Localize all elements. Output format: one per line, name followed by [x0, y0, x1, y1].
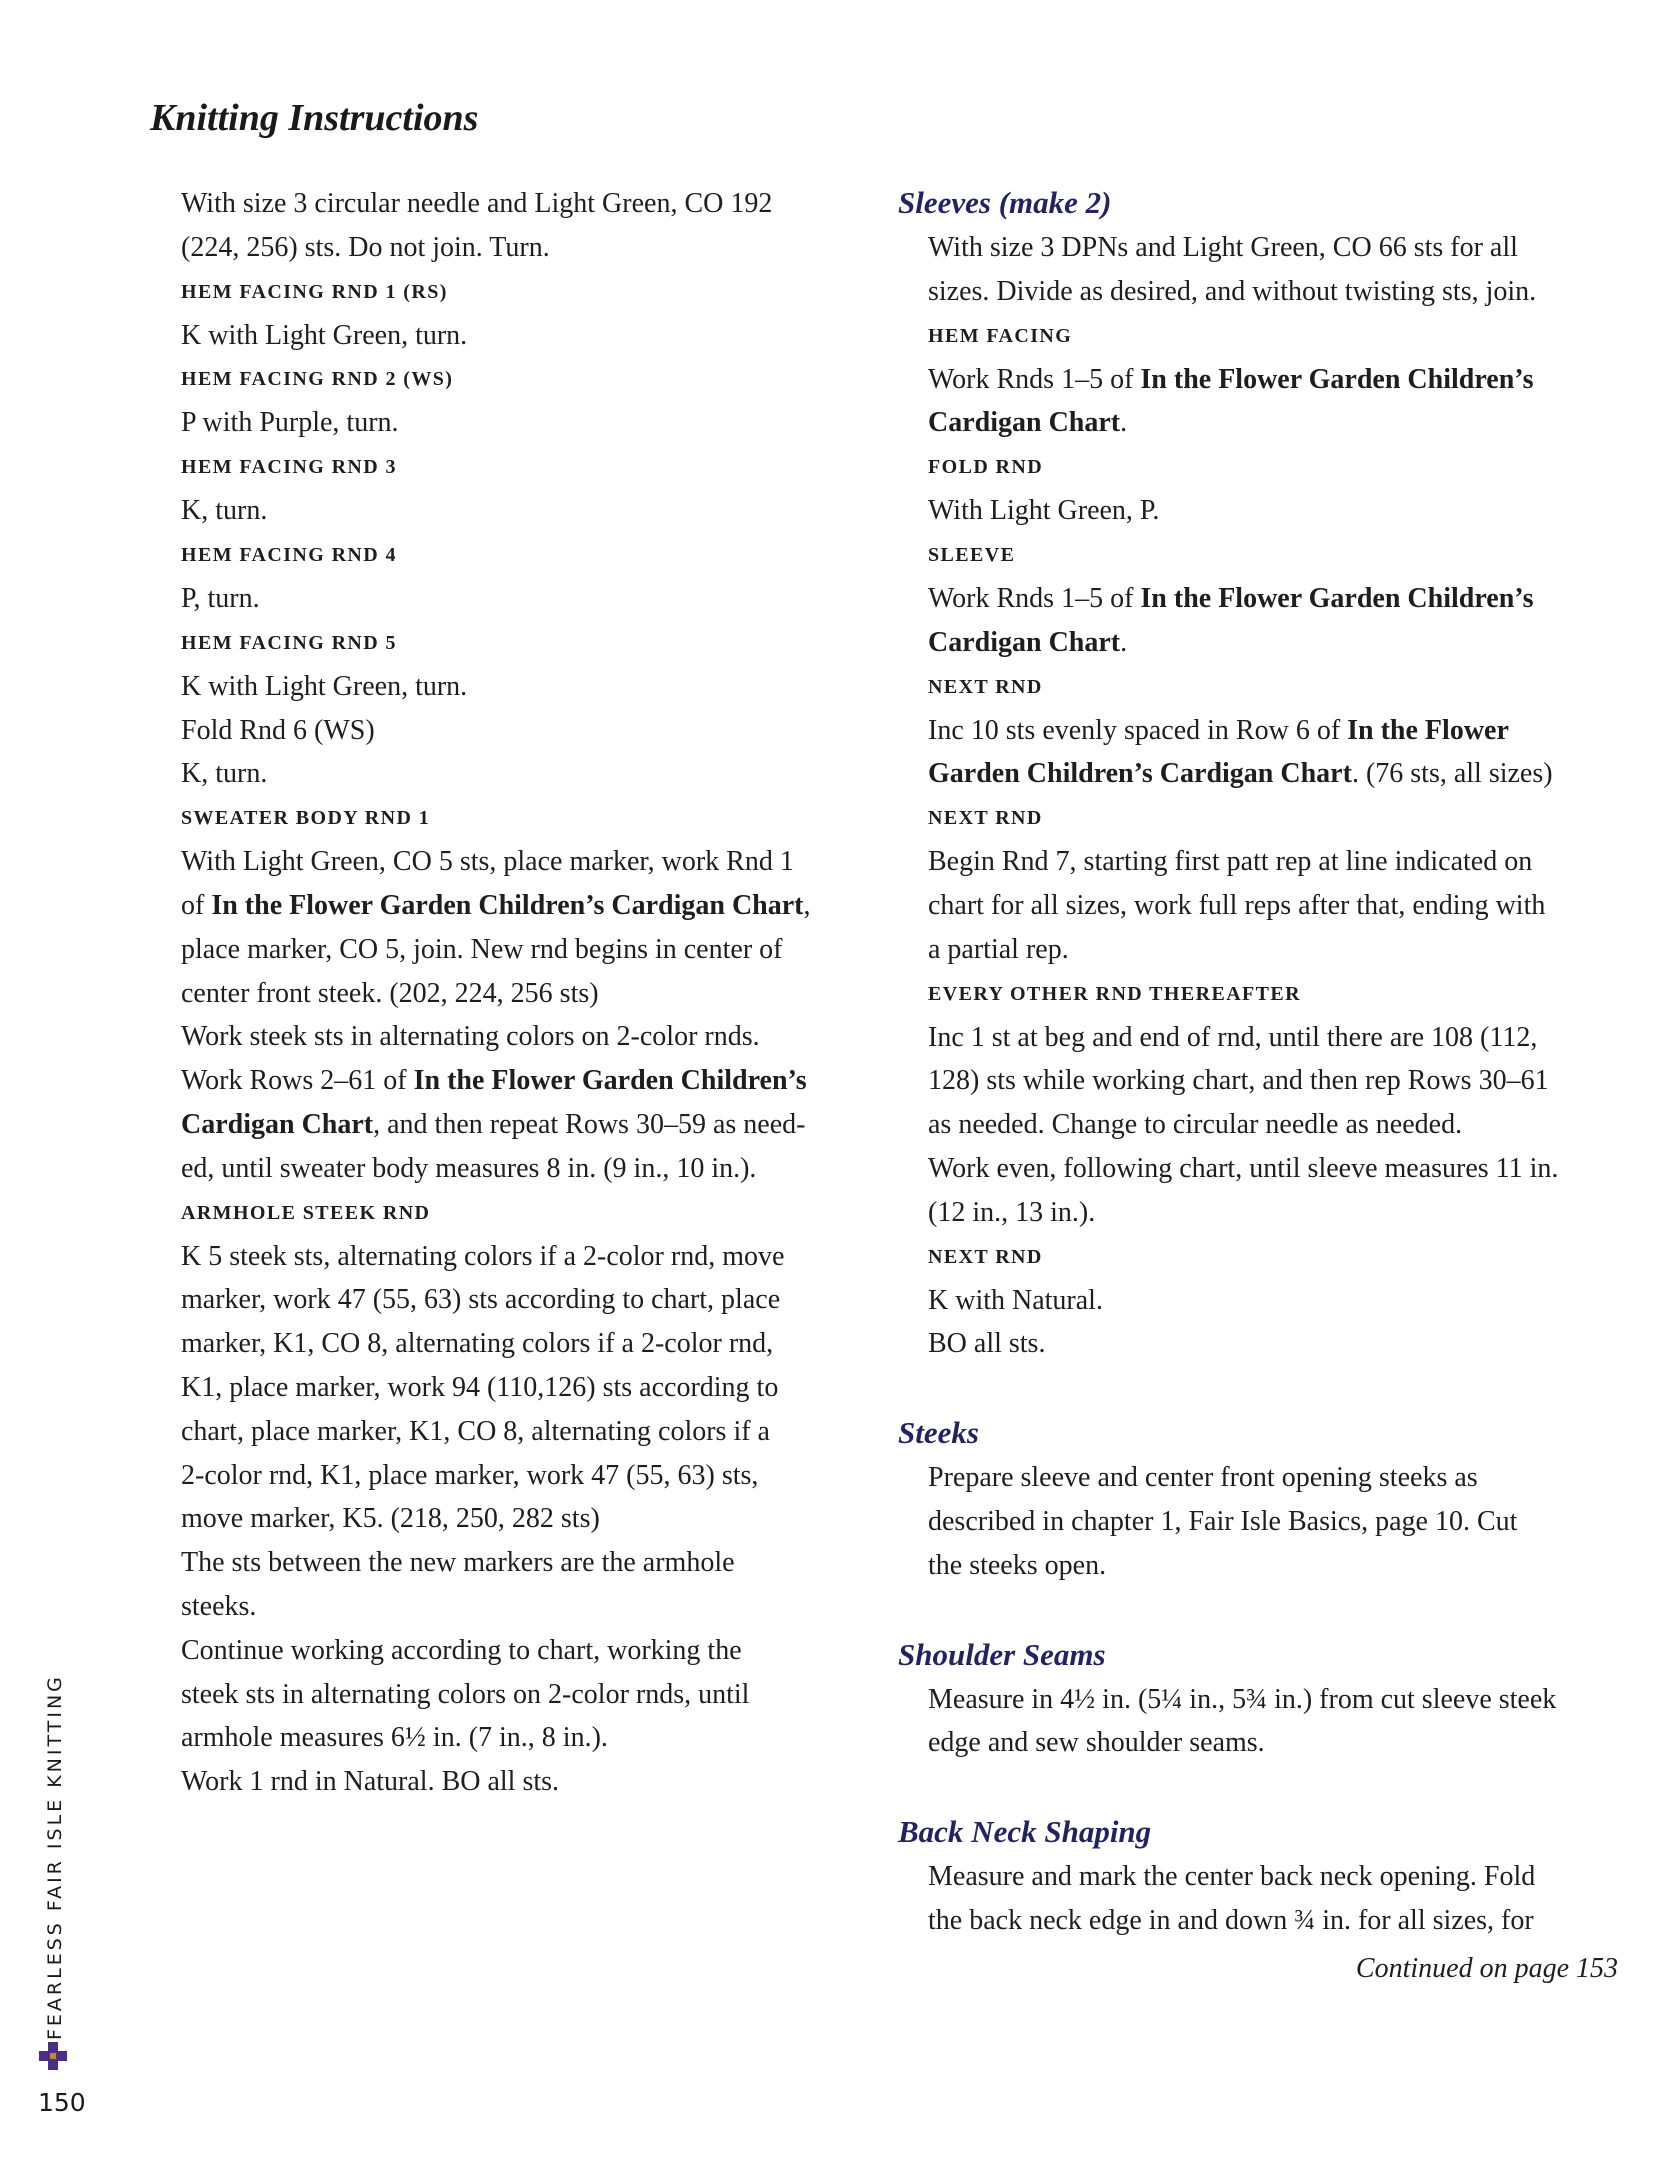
instruction-line	[898, 621, 1618, 665]
chart-reference: In the Flower Garden Children’s	[1140, 363, 1534, 395]
instruction-line: With size 3 circular needle and Light Green, CO 192	[181, 188, 773, 219]
step-label: SWEATER BODY RND 1	[181, 807, 431, 830]
instruction-line: K1, place marker, work 94 (110,126) sts according to	[181, 1371, 779, 1403]
instruction-line: described in chapter 1, Fair Isle Basics, page 10. Cut	[928, 1505, 1518, 1537]
instruction-line: marker, K1, CO 8, alternating colors if a 2-color rnd,	[181, 1328, 774, 1360]
instruction-line: as needed. Change to circular needle as needed.	[928, 1109, 1463, 1141]
instruction-line: Continue working according to chart, working the	[181, 1634, 742, 1666]
instruction-line: Prepare sleeve and center front opening steeks as	[928, 1462, 1478, 1494]
left-column	[181, 182, 871, 1804]
section-heading: Back Neck Shaping	[898, 1814, 1152, 1850]
chart-reference: In the Flower	[1347, 714, 1509, 746]
chart-reference: Cardigan Chart	[181, 1108, 374, 1140]
instruction-line: With Light Green, CO 5 sts, place marker, work Rnd 1	[181, 846, 794, 878]
page-title: Knitting Instructions	[150, 97, 479, 139]
instruction-line: 2-color rnd, K1, place marker, work 47 (55, 63) sts,	[181, 1459, 759, 1491]
step-label: NEXT RND	[928, 675, 1043, 698]
chart-reference: In the Flower Garden Children’s	[413, 1065, 807, 1097]
step-label: HEM FACING	[928, 324, 1073, 347]
instruction-line: steek sts in alternating colors on 2-color rnds, until	[181, 1678, 750, 1710]
instruction-line	[898, 752, 1618, 796]
instruction-line: chart for all sizes, work full reps after that, ending with	[928, 889, 1546, 921]
running-footer-label: FEARLESS FAIR ISLE KNITTING	[44, 1674, 66, 2040]
instruction-line: Fold Rnd 6 (WS)	[181, 714, 375, 746]
step-label: HEM FACING RND 2 (WS)	[181, 368, 454, 391]
instruction-line: Begin Rnd 7, starting first patt rep at line indicated on	[928, 846, 1533, 878]
instruction-text: Work Rnds 1–5 of	[928, 363, 1141, 395]
instruction-line: K, turn.	[181, 758, 268, 790]
step-label: FOLD RND	[928, 456, 1044, 479]
section-spacer	[898, 1366, 1618, 1410]
instruction-text: of	[181, 889, 212, 921]
instruction-line: Work 1 rnd in Natural. BO all sts.	[181, 1766, 560, 1798]
chart-reference: Cardigan Chart	[928, 626, 1121, 658]
instruction-line: Work steek sts in alternating colors on 2-color rnds.	[181, 1021, 760, 1053]
instruction-line: Measure and mark the center back neck opening. Fold	[928, 1861, 1536, 1893]
continued-note: Continued on page 153	[1355, 1952, 1618, 1984]
instruction-line: armhole measures 6½ in. (7 in., 8 in.).	[181, 1722, 608, 1754]
instruction-text: .	[1120, 626, 1128, 658]
instruction-line: K with Light Green, turn.	[181, 670, 468, 702]
instruction-text: Work Rows 2–61 of	[181, 1065, 414, 1097]
instruction-line: BO all sts.	[928, 1328, 1046, 1360]
instruction-text: Work Rnds 1–5 of	[928, 582, 1141, 614]
step-label: HEM FACING RND 4	[181, 543, 397, 566]
right-column-content	[898, 180, 1618, 1943]
instruction-line: the back neck edge in and down ¾ in. for all sizes, for	[928, 1904, 1534, 1936]
instruction-text: ,	[803, 889, 811, 921]
instruction-text: Inc 10 sts evenly spaced in Row 6 of	[928, 714, 1348, 746]
section-spacer	[898, 1765, 1618, 1809]
instruction-line: a partial rep.	[928, 933, 1069, 965]
instruction-text: . (76 sts, all sizes)	[1351, 758, 1553, 790]
right-column	[898, 180, 1618, 1991]
instruction-line: sizes. Divide as desired, and without twisting sts, join.	[928, 275, 1537, 307]
instruction-line: steeks.	[181, 1590, 257, 1622]
instruction-line: P with Purple, turn.	[181, 407, 399, 439]
instruction-line: Inc 1 st at beg and end of rnd, until there are 108 (112,	[928, 1021, 1538, 1053]
chart-reference: In the Flower Garden Children’s Cardigan Chart	[211, 889, 804, 921]
instruction-line: edge and sew shoulder seams.	[928, 1727, 1265, 1759]
instruction-line: K 5 steek sts, alternating colors if a 2-color rnd, move	[181, 1240, 785, 1272]
instruction-line	[181, 1103, 871, 1147]
step-label: HEM FACING RND 3	[181, 456, 397, 479]
instruction-line: With size 3 DPNs and Light Green, CO 66 sts for all	[928, 232, 1518, 263]
instruction-line: ed, until sweater body measures 8 in. (9 in., 10 in.).	[181, 1152, 757, 1184]
instruction-line: (224, 256) sts. Do not join. Turn.	[181, 231, 550, 263]
instruction-line: K with Light Green, turn.	[181, 319, 468, 351]
instruction-text: , and then repeat Rows 30–59 as need-	[373, 1108, 806, 1140]
instruction-line: K with Natural.	[928, 1284, 1103, 1316]
cross-icon	[38, 2041, 68, 2071]
step-label: HEM FACING RND 5	[181, 631, 397, 654]
instruction-line	[898, 401, 1618, 445]
instruction-line: place marker, CO 5, join. New rnd begins in center of	[181, 933, 783, 965]
instruction-line	[898, 358, 1618, 402]
instruction-line: Measure in 4½ in. (5¼ in., 5¾ in.) from cut sleeve steek	[928, 1683, 1557, 1715]
instruction-line: With Light Green, P.	[928, 495, 1160, 527]
section-spacer	[898, 1588, 1618, 1632]
instruction-line: (12 in., 13 in.).	[928, 1196, 1096, 1228]
section-heading: Shoulder Seams	[898, 1636, 1106, 1672]
instruction-line: 128) sts while working chart, and then rep Rows 30–61	[928, 1065, 1549, 1097]
step-label: ARMHOLE STEEK RND	[181, 1201, 431, 1224]
instruction-line	[898, 577, 1618, 621]
instruction-line: move marker, K5. (218, 250, 282 sts)	[181, 1503, 600, 1535]
chart-reference: In the Flower Garden Children’s	[1140, 582, 1534, 614]
section-heading: Sleeves (make 2)	[898, 185, 1112, 220]
instruction-line: P, turn.	[181, 582, 260, 614]
step-label: SLEEVE	[928, 543, 1016, 566]
step-label: NEXT RND	[928, 1245, 1043, 1268]
section-heading: Steeks	[898, 1415, 979, 1451]
instruction-line: The sts between the new markers are the armhole	[181, 1547, 735, 1579]
step-label: HEM FACING RND 1 (RS)	[181, 280, 448, 303]
step-label: EVERY OTHER RND THEREAFTER	[928, 982, 1301, 1005]
page-number: 150	[38, 2088, 86, 2117]
instruction-line: chart, place marker, K1, CO 8, alternating colors if a	[181, 1415, 770, 1447]
instruction-line: Work even, following chart, until sleeve measures 11 in.	[928, 1152, 1559, 1184]
instruction-text: .	[1120, 407, 1128, 439]
instruction-line: K, turn.	[181, 495, 268, 527]
instruction-line	[181, 1059, 871, 1103]
instruction-line	[181, 884, 871, 928]
instruction-line: marker, work 47 (55, 63) sts according to chart, place	[181, 1284, 781, 1316]
chart-reference: Garden Children’s Cardigan Chart	[928, 758, 1352, 790]
step-label: NEXT RND	[928, 807, 1043, 830]
chart-reference: Cardigan Chart	[928, 407, 1121, 439]
instruction-line	[898, 709, 1618, 753]
instruction-line: center front steek. (202, 224, 256 sts)	[181, 977, 599, 1009]
instruction-line: the steeks open.	[928, 1549, 1107, 1581]
